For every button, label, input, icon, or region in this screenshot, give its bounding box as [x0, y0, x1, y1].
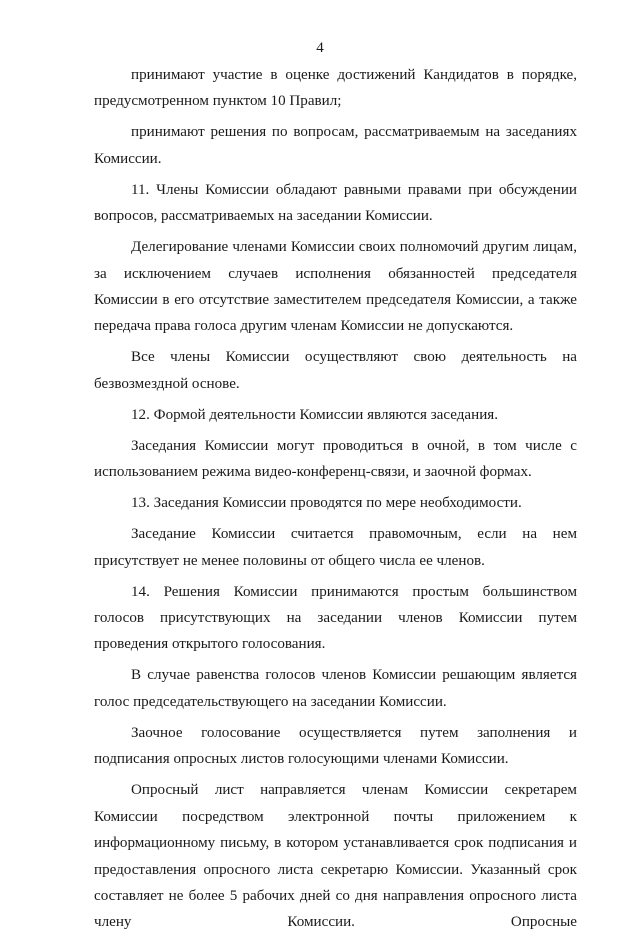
paragraph: Заседания Комиссии могут проводиться в очной, в том числе с использованием режима видео-конференц-связи, и заочной формах.	[94, 437, 577, 481]
paragraph: принимают участие в оценке достижений Кандидатов в порядке, предусмотренном пунктом 10 Правил;	[94, 67, 577, 110]
paragraph: 14. Решения Комиссии принимаются простым большинством голосов присутствующих на заседании членов Комиссии путем проведения открытого голосования.	[94, 583, 577, 653]
paragraph: В случае равенства голосов членов Комиссии решающим является голос председательствующего на заседании Комиссии.	[94, 667, 577, 710]
paragraph: Все члены Комиссии осуществляют свою деятельность на безвозмездной основе.	[94, 349, 577, 392]
page-number: 4	[316, 40, 324, 56]
paragraph: Опросный лист направляется членам Комиссии секретарем Комиссии посредством электронной почты приложением к информационному письму, в котором устанавливается срок подписания и предоставления опросного листа секретарю Комиссии. Указанный срок составляет не более 5 рабочих дней со дня направления опросного листа члену Комиссии. Опросные	[94, 782, 577, 931]
paragraph: 11. Члены Комиссии обладают равными правами при обсуждении вопросов, рассматриваемых на заседании Комиссии.	[94, 181, 577, 225]
paragraph: Делегирование членами Комиссии своих полномочий другим лицам, за исключением случаев исполнения обязанностей председателя Комиссии в его отсутствие заместителем председателя Комиссии, а также передача права голоса другим членам Комиссии не допускаются.	[94, 239, 577, 335]
paragraph: Заочное голосование осуществляется путем заполнения и подписания опросных листов голосующими членами Комиссии.	[94, 724, 577, 768]
paragraph: Заседание Комиссии считается правомочным, если на нем присутствует не менее половины от общего числа ее членов.	[94, 526, 577, 569]
paragraph: 13. Заседания Комиссии проводятся по мере необходимости.	[131, 495, 522, 512]
paragraph: 12. Формой деятельности Комиссии являются заседания.	[131, 406, 499, 423]
document-body	[94, 62, 577, 936]
paragraph: принимают решения по вопросам, рассматриваемым на заседаниях Комиссии.	[94, 124, 577, 167]
